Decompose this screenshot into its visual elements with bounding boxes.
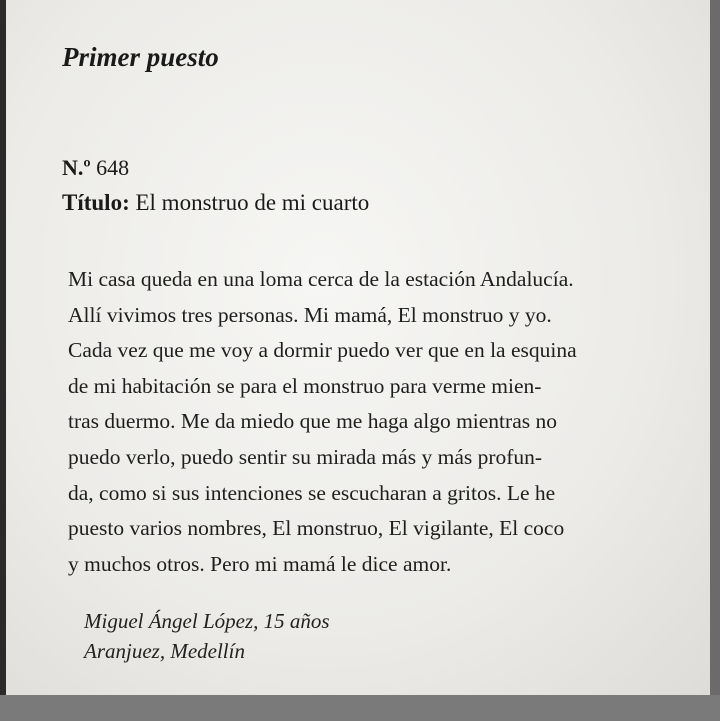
story-line: puedo verlo, puedo sentir su mirada más y más profun- bbox=[68, 444, 543, 469]
entry-number-value: 648 bbox=[96, 155, 130, 180]
story-line: da, como si sus intenciones se escucharan a gritos. Le he bbox=[68, 480, 556, 505]
story-line: Allí vivimos tres personas. Mi mamá, El monstruo y yo. bbox=[68, 302, 552, 327]
section-heading: Primer puesto bbox=[62, 42, 219, 72]
author-name-age: Miguel Ángel López, 15 años bbox=[84, 609, 330, 633]
story-line: tras duermo. Me da miedo que me haga algo mientras no bbox=[68, 409, 557, 434]
entry-title-label: Título: bbox=[62, 190, 130, 215]
entry-number-label: N.º bbox=[62, 155, 91, 180]
book-page bbox=[6, 0, 710, 695]
author-block bbox=[84, 606, 330, 666]
photo-frame-right bbox=[710, 0, 720, 721]
entry-title-value: El monstruo de mi cuarto bbox=[135, 190, 370, 215]
story-line: de mi habitación se para el monstruo para verme mien- bbox=[68, 373, 542, 398]
photo-frame-bottom bbox=[0, 695, 720, 721]
story-line: Cada vez que me voy a dormir puedo ver que en la esquina bbox=[68, 338, 577, 363]
story-line: Mi casa queda en una loma cerca de la estación Andalucía. bbox=[68, 267, 574, 291]
story-line: puesto varios nombres, El monstruo, El vigilante, El coco bbox=[68, 516, 565, 541]
author-location: Aranjuez, Medellín bbox=[84, 639, 245, 663]
entry-title bbox=[62, 190, 369, 216]
entry-number bbox=[62, 155, 129, 181]
story-line: y muchos otros. Pero mi mamá le dice amor. bbox=[68, 551, 452, 576]
story-text bbox=[68, 262, 708, 582]
